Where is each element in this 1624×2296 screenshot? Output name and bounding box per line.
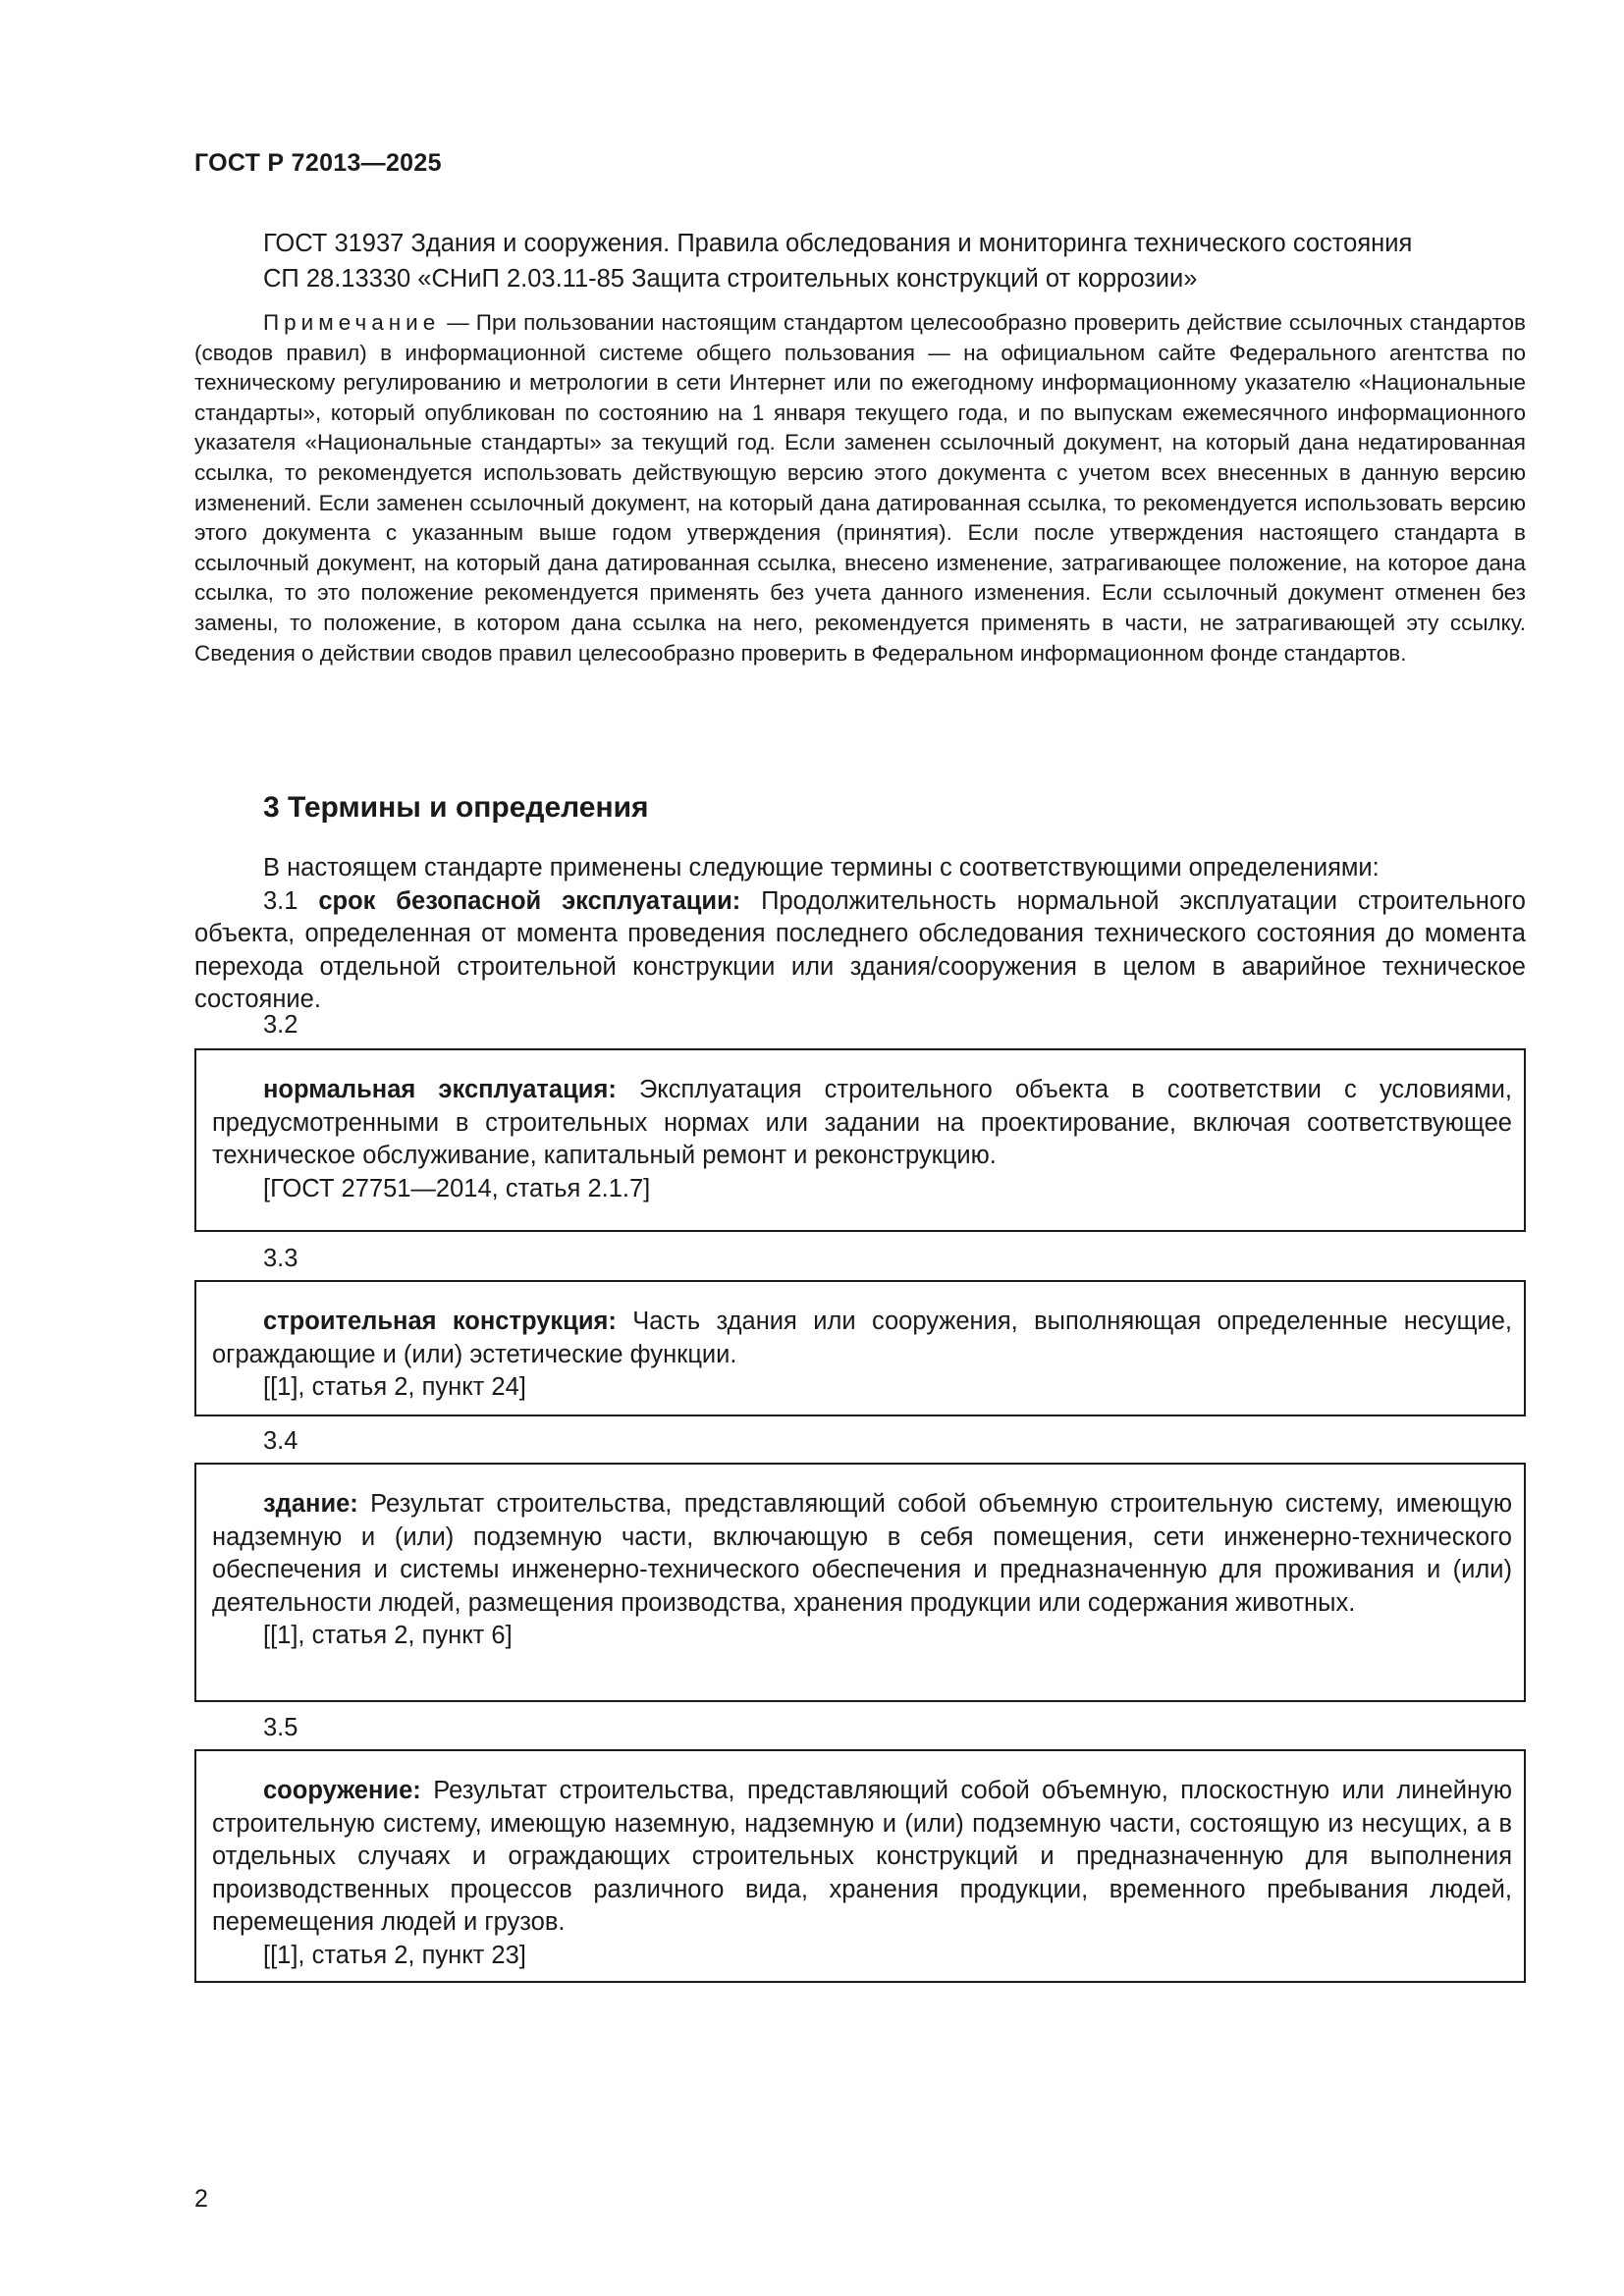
reference-item: СП 28.13330 «СНиП 2.03.11-85 Защита строительных конструкций от коррозии»	[263, 265, 1198, 293]
intro-paragraph: В настоящем стандарте применены следующие термины с соответствующими определениями:	[263, 854, 1380, 881]
term-box	[194, 1048, 1526, 1232]
section-intro	[194, 852, 1526, 1017]
term-box	[194, 1749, 1526, 1983]
term-name: строительная конструкция:	[263, 1308, 617, 1335]
normative-references	[194, 226, 1526, 296]
term-name: нормальная эксплуатация:	[263, 1076, 617, 1103]
term-number: 3.2	[263, 1011, 298, 1039]
term-number: 3.3	[263, 1245, 298, 1272]
term-definition: Результат строительства, представляющий собой объемную строительную систему, имеющую надземную и (или) подземную части, включающую в себя помещения, сети инженерно-технического обеспечения и системы инженерно-технического обеспечения и предназначенную для проживания и (или) деятельности людей, размещения производства, хранения продукции или содержания животных.	[212, 1490, 1512, 1617]
note-label: Примечание	[263, 310, 441, 335]
reference-item: ГОСТ 31937 Здания и сооружения. Правила обследования и мониторинга технического состояния	[263, 230, 1413, 257]
term-definition-paragraph	[212, 1306, 1512, 1371]
term-source: [[1], статья 2, пункт 6]	[263, 1622, 513, 1649]
term-definition: Продолжительность нормальной эксплуатации строительного объекта, определенная от момента проведения последнего обследования технического состояния до момента перехода отдельной строительной конструкции или здания/сооружения в целом в аварийное техническое состояние.	[194, 886, 1526, 1013]
term-box	[194, 1463, 1526, 1702]
term-box	[194, 1280, 1526, 1416]
term-source: [[1], статья 2, пункт 23]	[263, 1941, 526, 1969]
term-name: сооружение:	[263, 1777, 421, 1804]
term-number: 3.4	[263, 1427, 298, 1455]
term-definition: Эксплуатация строительного объекта в соответствии с условиями, предусмотренными в строительных нормах или задании на проектирование, включая соответствующее техническое обслуживание, капитальный ремонт и реконструкцию.	[212, 1076, 1512, 1169]
term-definition: Результат строительства, представляющий собой объемную, плоскостную или линейную строительную систему, имеющую наземную, надземную и (или) подземную части, состоящую из несущих, а в отдельных случаях и ограждающих строительных конструкций и предназначенную для выполнения производственных процессов различного вида, хранения продукции, временного пребывания людей, перемещения людей и грузов.	[212, 1777, 1512, 1936]
page-number: 2	[194, 2185, 208, 2213]
term-number: 3.5	[263, 1714, 298, 1741]
term-definition-paragraph	[212, 1775, 1512, 1940]
term-3-1-paragraph	[194, 885, 1526, 1017]
term-source: [[1], статья 2, пункт 24]	[263, 1373, 526, 1401]
document-header-code: ГОСТ Р 72013—2025	[194, 149, 442, 177]
term-number: 3.1	[263, 886, 319, 915]
term-source: [ГОСТ 27751—2014, статья 2.1.7]	[263, 1174, 651, 1202]
references-note	[194, 308, 1526, 668]
term-definition-paragraph	[212, 1074, 1512, 1173]
section-title: 3 Термины и определения	[263, 791, 649, 824]
term-name: срок безопасной эксплуатации:	[318, 886, 741, 915]
term-name: здание:	[263, 1490, 358, 1518]
term-definition: Часть здания или сооружения, выполняющая определенные несущие, ограждающие и (или) эстетические функции.	[212, 1308, 1513, 1368]
note-text: — При пользовании настоящим стандартом целесообразно проверить действие ссылочных стандартов (сводов правил) в информационной системе общего пользования — на официальном сайте Федерального агентства по техническому регулированию и метрологии в сети Интернет или по ежегодному информационному указателю «Национальные стандарты», который опубликован по состоянию на 1 января текущего года, и по выпускам ежемесячного информационного указателя «Национальные стандарты» за текущий год. Если заменен ссылочный документ, на который дана недатированная ссылка, то рекомендуется использовать действующую версию этого документа с учетом всех внесенных в данную версию изменений. Если заменен ссылочный документ, на который дана датированная ссылка, то рекомендуется использовать версию этого документа с указанным выше годом утверждения (принятия). Если после утверждения настоящего стандарта в ссылочный документ, на который дана датированная ссылка, внесено изменение, затрагивающее положение, на которое дана ссылка, то это положение рекомендуется применять без учета данного изменения. Если ссылочный документ отменен без замены, то положение, в котором дана ссылка на него, рекомендуется применять в части, не затрагивающей эту ссылку. Сведения о действии сводов правил целесообразно проверить в Федеральном информационном фонде стандартов.	[194, 310, 1526, 666]
term-definition-paragraph	[212, 1488, 1512, 1620]
